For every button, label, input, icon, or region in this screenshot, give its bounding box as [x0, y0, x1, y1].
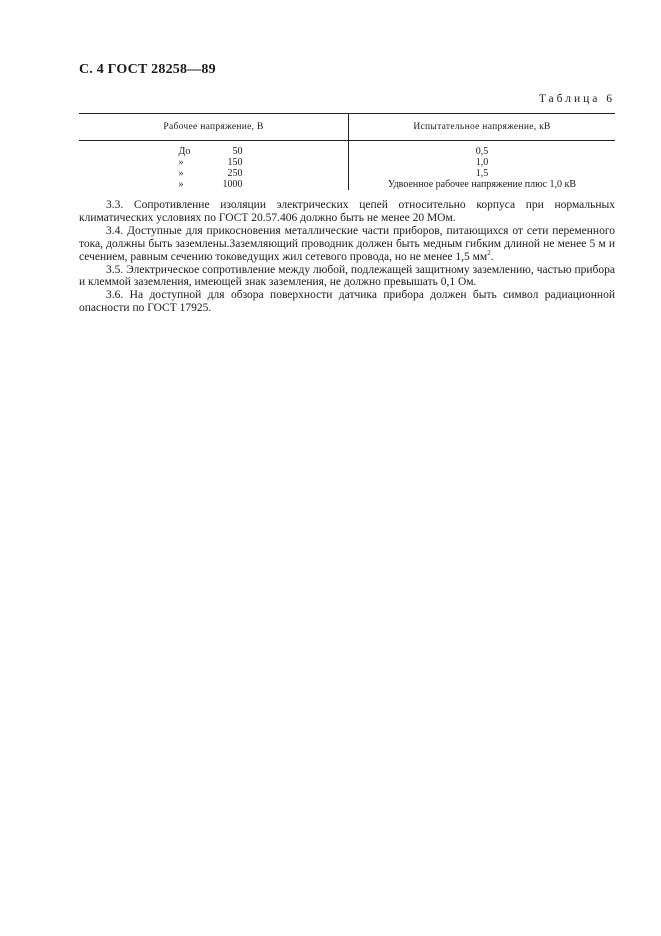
voltage-prefix: » — [178, 179, 184, 190]
table-row — [79, 141, 615, 158]
voltage-value: 50 — [232, 146, 243, 157]
table-header-row — [79, 114, 615, 141]
test-voltage-cell: 0,5 — [475, 146, 489, 157]
paragraph-3-6: 3.6. На доступной для обзора поверхности датчика прибора должен быть символ радиационной опасности по ГОСТ 17925. — [79, 289, 615, 315]
page-header: С. 4 ГОСТ 28258—89 — [79, 62, 216, 77]
table-caption: Таблица 6 — [538, 93, 615, 105]
col-working-voltage-header: Рабочее напряжение, В — [79, 114, 349, 141]
voltage-prefix: » — [178, 168, 184, 179]
working-voltage-cell — [79, 168, 349, 179]
paragraph-3-4 — [79, 225, 615, 264]
col-test-voltage-header: Испытательное напряжение, кВ — [349, 114, 616, 141]
voltage-value: 150 — [227, 157, 243, 168]
test-voltage-cell: Удвоенное рабочее напряжение плюс 1,0 кВ — [387, 179, 577, 190]
paragraph-3-4-text: 3.4. Доступные для прикосновения металлические части приборов, питающихся от сети переменного тока, должны быть заземлены.Заземляющий проводник должен быть медным гибким длиной не менее 5 м и сечением, равным сечению токоведущих жил сетевого провода, но не менее 1,5 мм — [79, 224, 615, 263]
voltage-table — [79, 113, 615, 190]
voltage-prefix: До — [178, 146, 191, 157]
working-voltage-cell — [79, 157, 349, 168]
paragraph-3-4-end: . — [490, 250, 494, 263]
voltage-value: 1000 — [222, 179, 243, 190]
test-voltage-cell: 1,0 — [475, 157, 489, 168]
table-row — [79, 179, 615, 190]
working-voltage-cell — [79, 179, 349, 190]
paragraph-3-3: 3.3. Сопротивление изоляции электрических цепей относительно корпуса при нормальных климатических условиях по ГОСТ 20.57.406 должно быть не менее 20 МОм. — [79, 199, 615, 224]
working-voltage-cell — [79, 141, 349, 158]
voltage-prefix: » — [178, 157, 184, 168]
voltage-value: 250 — [227, 168, 243, 179]
table-row — [79, 157, 615, 168]
paragraph-3-5: 3.5. Электрическое сопротивление между любой, подлежащей защитному заземлению, частью прибора и клеммой заземления, имеющей знак заземления, не должно превышать 0,1 Ом. — [79, 263, 615, 289]
body-text — [79, 199, 615, 315]
superscript: 2 — [487, 248, 491, 257]
table-row — [79, 168, 615, 179]
test-voltage-cell: 1,5 — [475, 168, 489, 179]
